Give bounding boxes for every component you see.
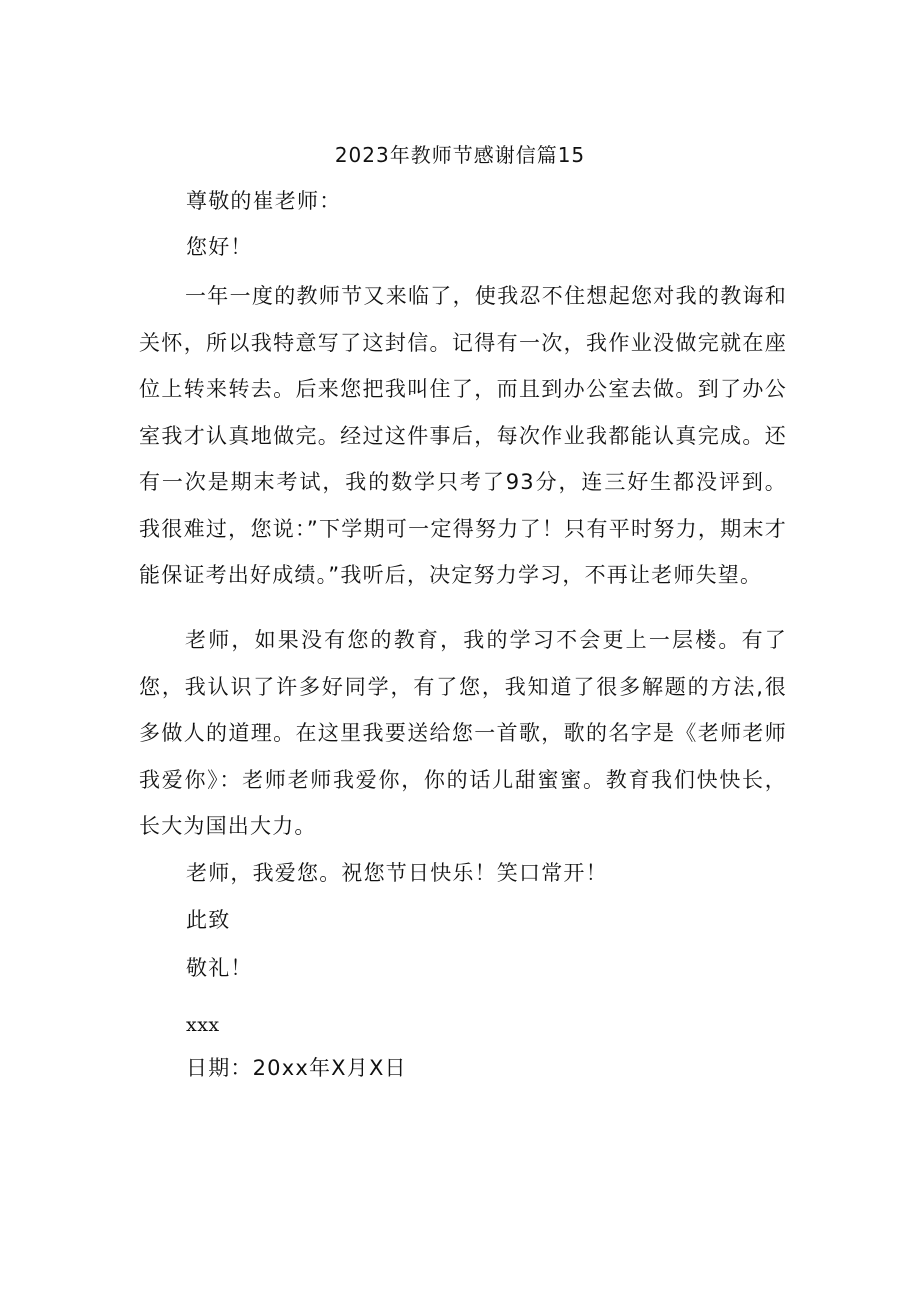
closing-line-1: 此致: [186, 908, 231, 932]
greeting: 您好！: [186, 235, 253, 259]
body-paragraph-2: 老师，如果没有您的教育，我的学习不会更上一层楼。有了您，我认识了许多好同学，有了您，我知道了很多解题的方法,很多做人的道理。在这里我要送给您一首歌，歌的名字是《老师老师我爱你》：老师老师我爱你，你的话儿甜蜜蜜。教育我们快快长，长大为国出大力。: [139, 628, 787, 838]
body-paragraph-1: 一年一度的教师节又来临了，使我忍不住想起您对我的教诲和关怀，所以我特意写了这封信。记得有一次，我作业没做完就在座位上转来转去。后来您把我叫住了，而且到办公室去做。到了办公室我才认真地做完。经过这件事后，每次作业我都能认真完成。还有一次是期末考试，我的数学只考了93分，连三好生都没评到。我很难过，您说：”下学期可一定得努力了！只有平时努力，期末才能保证考出好成绩。”我听后，决定努力学习，不再让老师失望。: [139, 284, 787, 587]
letter-title: 2023年教师节感谢信篇15: [334, 143, 586, 167]
letter-date: 日期：20xx年X月X日: [186, 1056, 407, 1080]
salutation: 尊敬的崔老师：: [186, 189, 342, 213]
body-paragraph-2-block: [139, 617, 787, 850]
closing-line-2: 敬礼！: [186, 956, 253, 980]
body-paragraph-1-block: [139, 273, 787, 599]
signer-name: xxx: [186, 1014, 220, 1036]
wishes-line: 老师，我爱您。祝您节日快乐！笑口常开！: [186, 861, 608, 885]
